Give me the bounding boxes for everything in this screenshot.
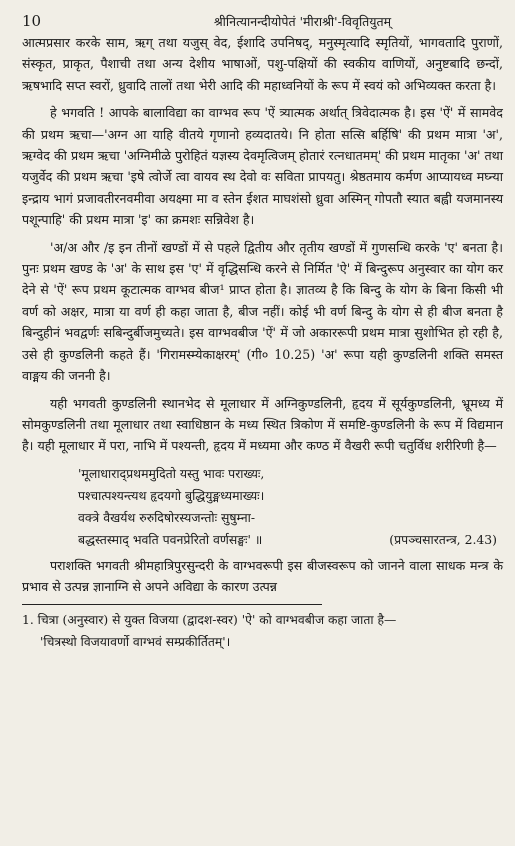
paragraph-3: 'अ/अ और /इ इन तीनों खण्डों में से पहले द्वितीय और तृतीय खण्डों में गुणसन्धि करके 'ए' बनता है। पुनः प्रथम खण्ड के 'अ' के साथ इस 'ए' में वृद्धिसन्धि करने से निर्मित 'ऐ' में बिन्दुरूप अनुस्वार का योग कर देने से 'ऐं' रूप प्रथम कूटात्मक वाग्भव बीज¹ प्राप्त होता है। ज्ञातव्य है कि बिन्दु के योग के बिना किसी भी वर्ण को अक्षर, मात्रा या वर्ण ही कहा जाता है, बीज नहीं। कोई भी वर्ण बिन्दु के योग से ही बीज बनता है बिन्दुहीनं भवद्वर्णः सबिन्दुर्बीजमुच्यते। इस वाग्भवबीज 'ऐं' में जो अकाररूपी प्रथम मात्रा सुशोभित हो रही है, उसे ही कुण्डलिनी कहते हैं। 'गिरामस्म्येकाक्षरम्' (गी० 10.25) 'अ' रूपा यही कुण्डलिनी शक्ति समस्त वाङ्मय की जननी है। (22, 239, 503, 384)
footnote-line-1: 1. चित्रा (अनुस्वार) से युक्त विजया (द्वादश-स्वर) 'ऐ' को वाग्भवबीज कहा जाता है— (22, 612, 397, 627)
paragraph-5: पराशक्ति भगवती श्रीमहात्रिपुरसुन्दरी के वाग्भवरूपी इस बीजस्वरूप को जानने वाला साधक मन्त्र के प्रभाव से उत्पन्न ज्ञानाग्नि से अपने अविद्या के कारण उत्पन्न (22, 557, 503, 595)
body-text (22, 32, 503, 598)
verse-line-3: वक्त्रे वैखर्यथ रुरुदिषोरस्यजन्तोः सुषुम्ना- (78, 509, 256, 525)
page-number: 10 (22, 12, 42, 30)
verse-line-1: 'मूलाधाराद्प्रथममुदितो यस्तु भावः पराख्यः, (78, 465, 265, 481)
verse-line-4-row (78, 529, 503, 551)
footnote-line-2: 'चित्रस्थो विजयावर्णो वाग्भवं सम्प्रकीर्तितम्'। (40, 634, 231, 649)
verse-citation: (प्रपञ्चसारतन्त्र, 2.43) (389, 531, 497, 547)
verse-line-4: बद्धस्तस्माद् भवति पवनप्रेरितो वर्णसङ्घः' ॥ (78, 531, 263, 547)
paragraph-1: आत्मप्रसार करके साम, ऋग् तथा यजुस् वेद, ईशादि उपनिषद्, मनुस्मृत्यादि स्मृतियों, भागवतादि पुराणों, संस्कृत, प्राकृत, पैशाची तथा अन्य देशीय भाषाओं, पशु-पक्षियों की स्वकीय वाणियों, अनुष्टबादि छन्दों, ऋषभादि सप्त स्वरों, ध्रुवादि तालों तथा भेरी आदि की महाध्वनियों के रूप में स्वयं को अभिव्यक्त करता है। (22, 35, 503, 93)
paragraph-4: यही भगवती कुण्डलिनी स्थानभेद से मूलाधार में अग्निकुण्डलिनी, हृदय में सूर्यकुण्डलिनी, भ्रूमध्य में सोमकुण्डलिनी तथा मूलाधार तथा स्वाधिष्ठान के मध्य स्थित त्रिकोण में समष्टि-कुण्डलिनी के रूप में विद्यमान है। यही मूलाधार में परा, नाभि में पश्यन्ती, हृदय में मध्यमा और कण्ठ में वैखरी रूपी चतुर्विध शरीरिणी है— (22, 395, 503, 454)
verse-line-2: पश्चात्पश्यन्त्यथ हृदयगो बुद्धियुङ्मध्यमाख्यः। (78, 487, 265, 503)
footnote (22, 609, 503, 653)
page-header (22, 10, 503, 32)
footnote-divider (22, 604, 322, 605)
verse-block (78, 463, 503, 551)
paragraph-2: हे भगवति ! आपके बालाविद्या का वाग्भव रूप 'ऐं त्र्यात्मक अर्थात् त्रिवेदात्मक है। इस 'ऐं' में सामवेद की प्रथम ऋचा—'अग्न आ याहि वीतये गृणानो हव्यदातये। नि होता सत्सि बर्हिषि' की प्रथम मात्रा 'अ', ऋग्वेद की प्रथम ऋचा 'अग्निमीळे पुरोहितं यज्ञस्य देवमृत्विजम् होतारं रत्नधातमम्' की प्रथम मातृका 'अ' तथा यजुर्वेद की प्रथम ऋचा 'इषे त्वोर्जे त्वा वायव स्थ देवो वः सविता प्रापयतु। श्रेष्ठतमाय कर्मण आप्यायध्व मघ्न्या इन्द्राय भागं प्रजावतीरनवमीवा अयक्ष्मा मा व स्तेन ईशत माघशंसो ध्रुवा अस्मिन् गोपतौ स्यात बह्वी यजमानस्य पशून्पाहि' की प्रथम मात्रा 'इ' का क्रमशः सन्निवेश है। (22, 105, 503, 228)
running-head: श्रीनित्यानन्दीयोपेतं 'मीराश्री'-विवृतियुतम् (213, 14, 392, 29)
